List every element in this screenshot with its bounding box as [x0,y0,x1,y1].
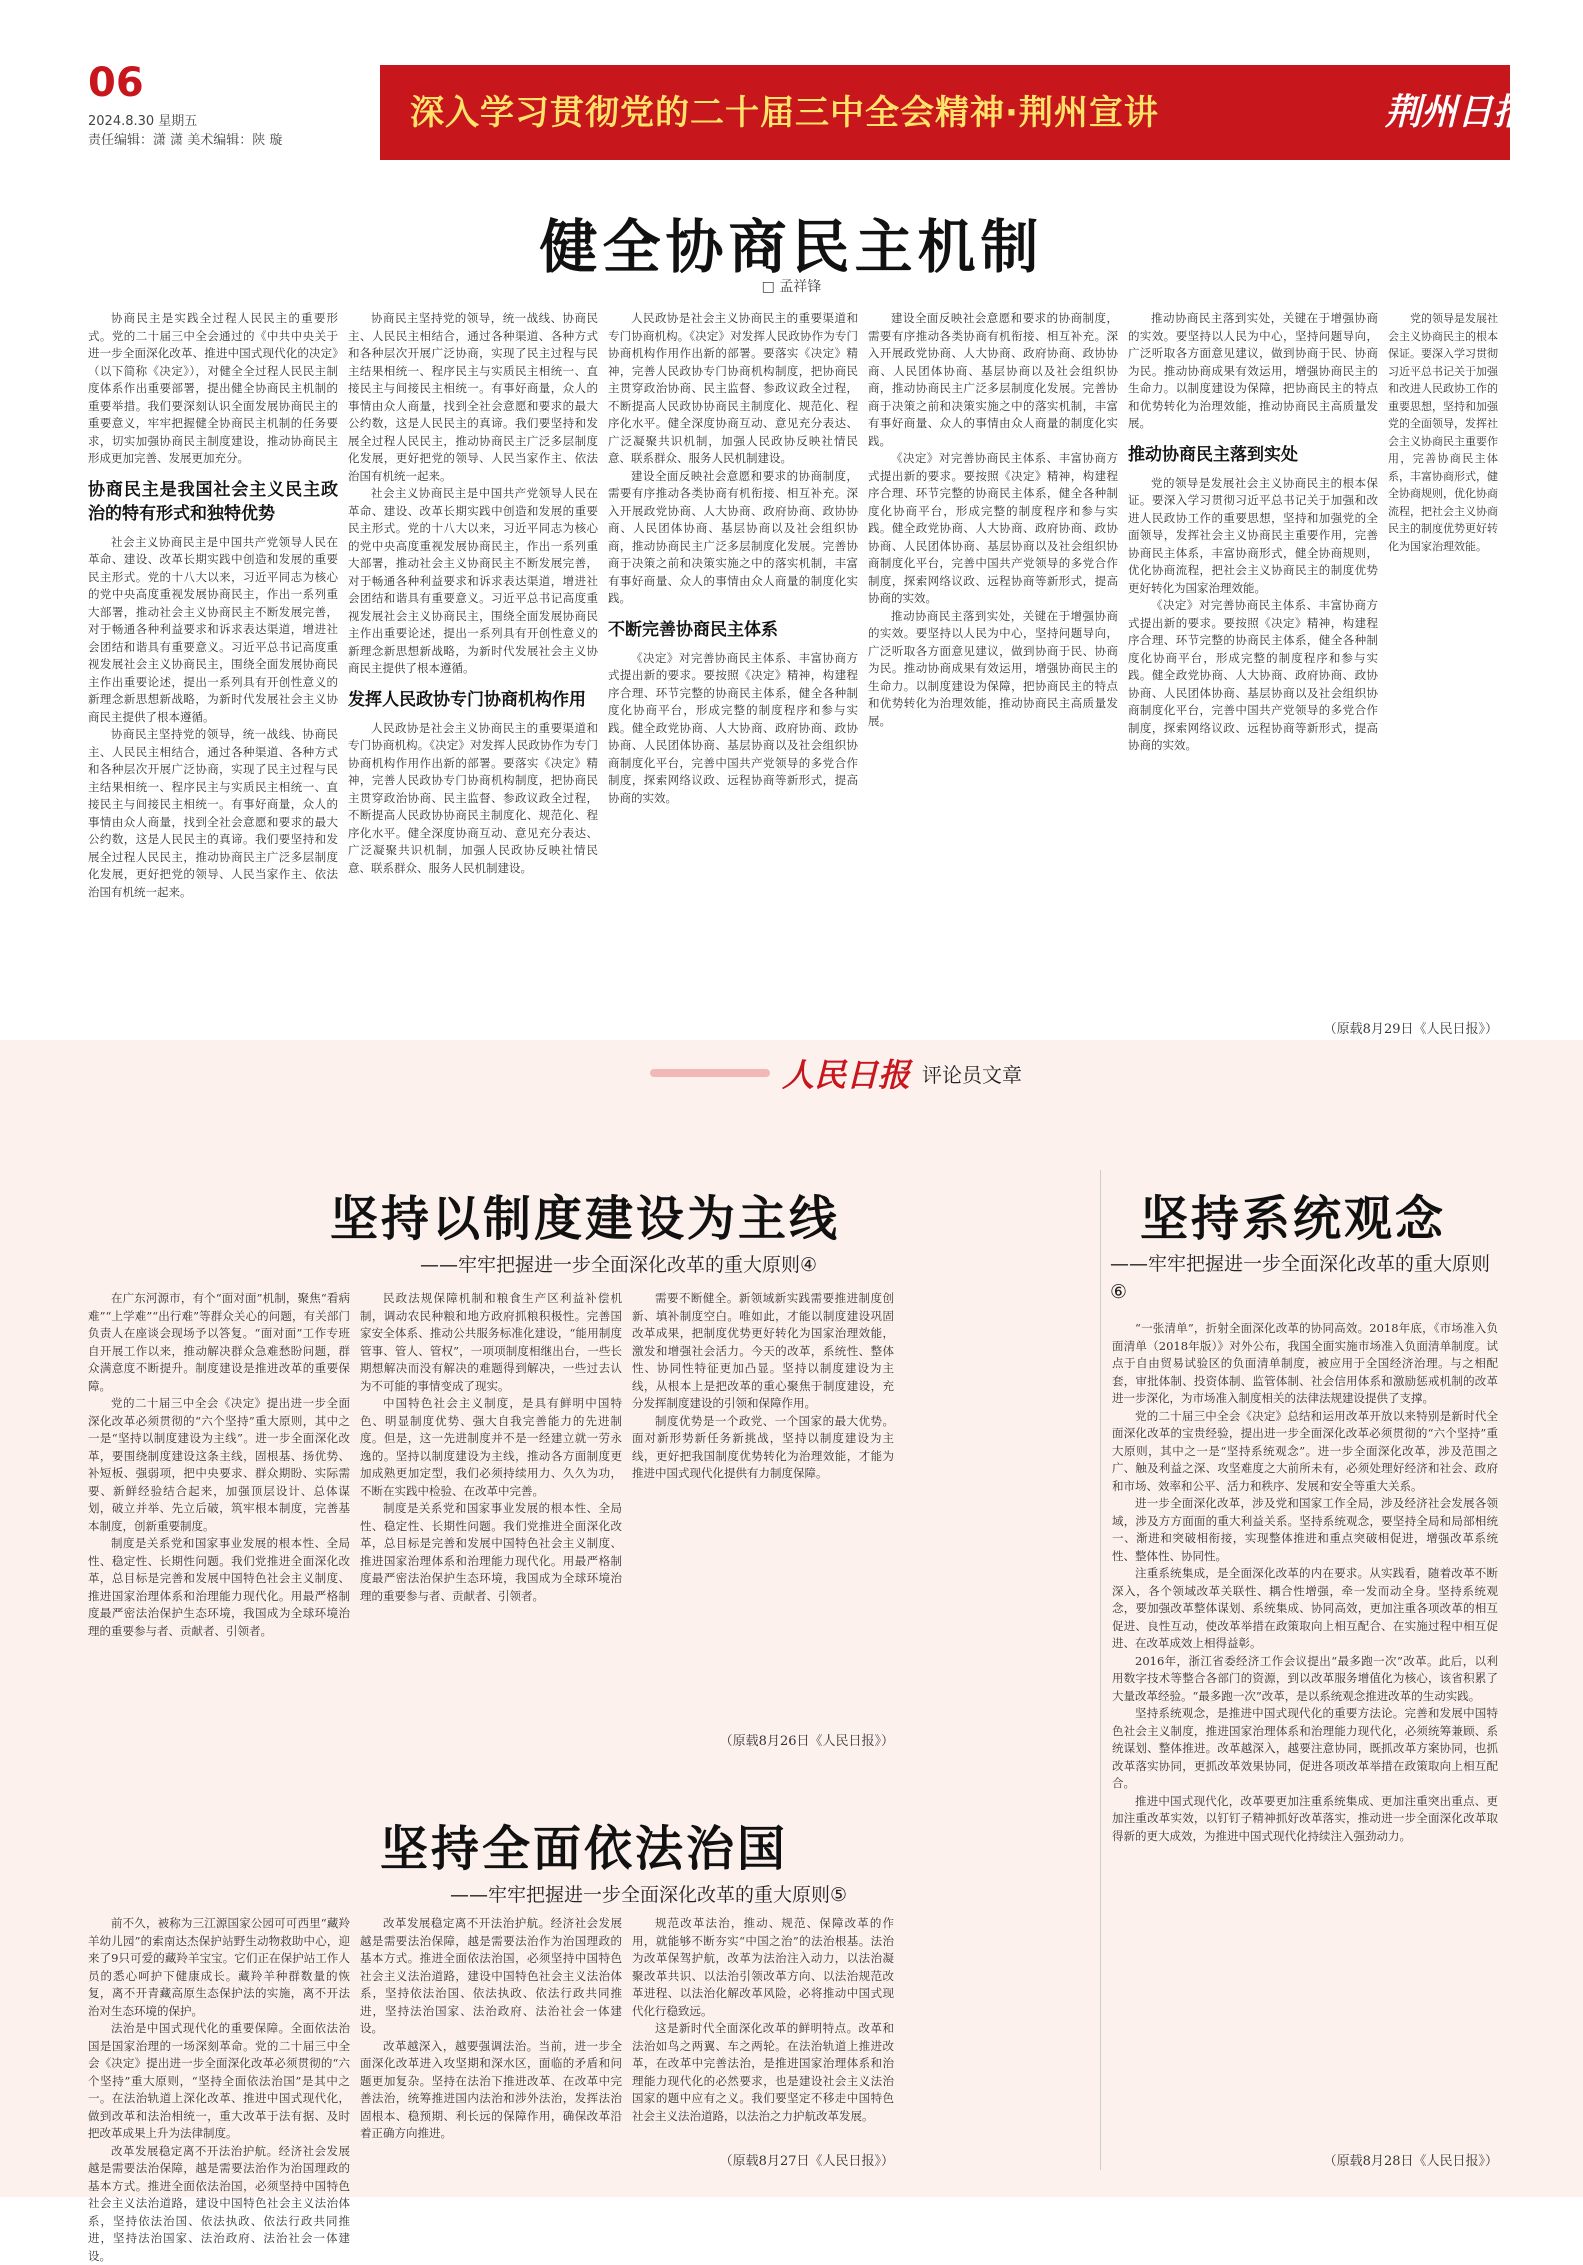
paragraph: 推动协商民主落到实处，关键在于增强协商的实效。要坚持以人民为中心，坚持问题导向，广泛听取各方面意见建议，做到协商于民、协商为民。推动协商成果有效运用，增强协商民主的生命力。以制度建设为保障，把协商民主的特点和优势转化为治理效能，推动协商民主高质量发展。 [868,608,1118,731]
paragraph: 改革发展稳定离不开法治护航。经济社会发展越是需要法治保障，越是需要法治作为治国理政的基本方式。推进全面依法治国，必须坚持中国特色社会主义法治道路，建设中国特色社会主义法治体系，坚持依法治国、依法执政、依法行政共同推进，坚持法治国家、法治政府、法治社会一体建设。 [360,1915,622,2038]
paragraph: 协商民主是实践全过程人民民主的重要形式。党的二十届三中全会通过的《中共中央关于进一步全面深化改革、推进中国式现代化的决定》（以下简称《决定》），对健全全过程人民民主制度体系作出重要部署，提出健全协商民主机制的重要举措。我们要深刻认识全面发展协商民主的重要意义，牢牢把握健全协商民主机制的任务要求，切实加强协商民主制度建设，推动协商民主形成更加完善、发展更加充分。 [88,310,338,468]
paragraph: 《决定》对完善协商民主体系、丰富协商方式提出新的要求。要按照《决定》精神，构建程序合理、环节完整的协商民主体系，健全各种制度化协商平台，形成完整的制度程序和参与实践。健全政党协商、人大协商、政府协商、政协协商、人民团体协商、基层协商以及社会组织协商制度化平台，完善中国共产党领导的多党合作制度，探索网络议政、远程协商等新形式，提高协商的实效。 [868,450,1118,608]
article1-col6 [1388,310,1498,1035]
article4-body [1112,1320,1498,2150]
paragraph: 中国特色社会主义制度，是具有鲜明中国特色、明显制度优势、强大自我完善能力的先进制度。但是，这一先进制度并不是一经建立就一劳永逸的。坚持以制度建设为主线，推动各方面制度更加成熟更加定型，我们必须持续用力、久久为功，不断在实践中检验、在改革中完善。 [360,1395,622,1500]
paragraph: 制度优势是一个政党、一个国家的最大优势。面对新形势新任务新挑战，坚持以制度建设为主线，更好把我国制度优势转化为治理效能，才能为推进中国式现代化提供有力制度保障。 [632,1413,894,1483]
article3-subtitle: ——牢牢把握进一步全面深化改革的重大原则⑤ [450,1880,847,1907]
article1-col5 [1128,310,1378,1035]
paragraph: 建设全面反映社会意愿和要求的协商制度，需要有序推动各类协商有机衔接、相互补充。深入开展政党协商、人大协商、政府协商、政协协商、人民团体协商、基层协商以及社会组织协商，推动协商民主广泛多层制度化发展。完善协商于决策之前和决策实施之中的落实机制，丰富有事好商量、众人的事情由众人商量的制度化实践。 [608,468,858,608]
paragraph: 推进中国式现代化，改革要更加注重系统集成、更加注重突出重点、更加注重改革实效，以钉钉子精神抓好改革落实，推动进一步全面深化改革取得新的更大成效，为推进中国式现代化持续注入强劲动力。 [1112,1793,1498,1846]
paragraph: 规范改革法治，推动、规范、保障改革的作用，就能够不断夯实“中国之治”的法治根基。法治为改革保驾护航，改革为法治注入动力，以法治凝聚改革共识、以法治引领改革方向、以法治规范改革进程、以法治化解改革风险，必将推动中国式现代化行稳致远。 [632,1915,894,2020]
article3-col2 [360,1915,622,2170]
paragraph: 协商民主坚持党的领导，统一战线、协商民主、人民民主相结合，通过各种渠道、各种方式和各种层次开展广泛协商，实现了民主过程与民主结果相统一、程序民主与实质民主相统一、直接民主与间接民主相统一。有事好商量，众人的事情由众人商量，找到全社会意愿和要求的最大公约数，这是人民民主的真谛。我们要坚持和发展全过程人民民主，推动协商民主广泛多层制度化发展，更好把党的领导、人民当家作主、依法治国有机统一起来。 [88,726,338,901]
article1-subhead1: 协商民主是我国社会主义民主政治的特有形式和独特优势 [88,478,338,526]
article1-title: 健全协商民主机制 [0,200,1583,284]
article2-col3 [632,1290,894,1725]
article1-col1 [88,310,338,1035]
paragraph: 推动协商民主落到实处，关键在于增强协商的实效。要坚持以人民为中心，坚持问题导向，广泛听取各方面意见建议，做到协商于民、协商为民。推动协商成果有效运用，增强协商民主的生命力。以制度建设为保障，把协商民主的特点和优势转化为治理效能，推动协商民主高质量发展。 [1128,310,1378,433]
paragraph: 《决定》对完善协商民主体系、丰富协商方式提出新的要求。要按照《决定》精神，构建程序合理、环节完整的协商民主体系，健全各种制度化协商平台，形成完整的制度程序和参与实践。健全政党协商、人大协商、政府协商、政协协商、人民团体协商、基层协商以及社会组织协商制度化平台，完善中国共产党领导的多党合作制度，探索网络议政、远程协商等新形式，提高协商的实效。 [608,650,858,808]
paragraph: 社会主义协商民主是中国共产党领导人民在革命、建设、改革长期实践中创造和发展的重要民主形式。党的十八大以来，习近平同志为核心的党中央高度重视发展协商民主，作出一系列重大部署，推动社会主义协商民主不断发展完善，对于畅通各种利益要求和诉求表达渠道，增进社会团结和谐具有重要意义。习近平总书记高度重视发展社会主义协商民主，围绕全面发展协商民主作出重要论述，提出一系列具有开创性意义的新理念新思想新战略，为新时代发展社会主义协商民主提供了根本遵循。 [348,485,598,678]
article3-col3 [632,1915,894,2150]
paragraph: 制度是关系党和国家事业发展的根本性、全局性、稳定性、长期性问题。我们党推进全面深化改革，总目标是完善和发展中国特色社会主义制度、推进国家治理体系和治理能力现代化。用最严格制度最严密法治保护生态环境，我国成为全球环境治理的重要参与者、贡献者、引领者。 [88,1535,350,1640]
article2-col1 [88,1290,350,1750]
page-header [0,0,1583,160]
paragraph: 社会主义协商民主是中国共产党领导人民在革命、建设、改革长期实践中创造和发展的重要民主形式。党的十八大以来，习近平同志为核心的党中央高度重视发展协商民主，作出一系列重大部署，推动社会主义协商民主不断发展完善，对于畅通各种利益要求和诉求表达渠道，增进社会团结和谐具有重要意义。习近平总书记高度重视发展社会主义协商民主，围绕全面发展协商民主作出重要论述，提出一系列具有开创性意义的新理念新思想新战略，为新时代发展社会主义协商民主提供了根本遵循。 [88,534,338,727]
page-number: 06 [88,60,144,106]
article4-subtitle: ——牢牢把握进一步全面深化改革的重大原则⑥ [1110,1250,1500,1306]
article4-source: （原载8月28日《人民日报》） [1250,2150,1498,2169]
paragraph: 这是新时代全面深化改革的鲜明特点。改革和法治如鸟之两翼、车之两轮。在法治轨道上推进改革，在改革中完善法治，是推进国家治理体系和治理能力现代化的必然要求，也是建设社会主义法治国家的题中应有之义。我们要坚定不移走中国特色社会主义法治道路，以法治之力护航改革发展。 [632,2020,894,2125]
brush-decoration [650,1069,770,1077]
paragraph: 在广东河源市，有个“面对面”机制，聚焦“看病难”“上学难”“出行难”等群众关心的问题，有关部门负责人在座谈会现场予以答复。“面对面”工作专班自开展工作以来，推动解决群众急难愁盼问题，群众满意度不断提升。制度建设是推进改革的重要保障。 [88,1290,350,1395]
article3-col1 [88,1915,350,2170]
paragraph: 前不久，被称为三江源国家公园可可西里“藏羚羊幼儿园”的索南达杰保护站野生动物救助中心，迎来了9只可爱的藏羚羊宝宝。它们正在保护站工作人员的悉心呵护下健康成长。藏羚羊种群数量的恢复，离不开青藏高原生态保护法的实施，离不开法治对生态环境的保护。 [88,1915,350,2020]
article1-byline: □ 孟祥锋 [0,276,1583,296]
paragraph: 党的二十届三中全会《决定》总结和运用改革开放以来特别是新时代全面深化改革的宝贵经验，提出进一步全面深化改革必须贯彻的“六个坚持”重大原则，其中之一是“坚持系统观念”。进一步全面深化改革，涉及范围之广、触及利益之深、攻坚难度之大前所未有，必须处理好经济和社会、政府和市场、效率和公平、活力和秩序、发展和安全等重大关系。 [1112,1408,1498,1496]
article1-col4 [868,310,1118,1035]
paragraph: 党的领导是发展社会主义协商民主的根本保证。要深入学习贯彻习近平总书记关于加强和改进人民政协工作的重要思想，坚持和加强党的全面领导，发挥社会主义协商民主重要作用，完善协商民主体系，丰富协商形式，健全协商规则，优化协商流程，把社会主义协商民主的制度优势更好转化为国家治理效能。 [1388,310,1498,555]
paragraph: 改革发展稳定离不开法治护航。经济社会发展越是需要法治保障，越是需要法治作为治国理政的基本方式。推进全面依法治国，必须坚持中国特色社会主义法治道路，建设中国特色社会主义法治体系，坚持依法治国、依法执政、依法行政共同推进，坚持法治国家、法治政府、法治社会一体建设。 [88,2143,350,2265]
paragraph: “一张清单”，折射全面深化改革的协同高效。2018年底，《市场准入负面清单（2018年版）》对外公布，我国全面实施市场准入负面清单制度。试点于自由贸易试验区的负面清单制度，被应用于全国经济治理。与之相配套，审批体制、投资体制、监管体制、社会信用体系和激励惩戒机制的改革进一步深化，为市场准入制度相关的法律法规建设提供了支撑。 [1112,1320,1498,1408]
paragraph: 注重系统集成，是全面深化改革的内在要求。从实践看，随着改革不断深入，各个领域改革关联性、耦合性增强，牵一发而动全身。坚持系统观念，要加强改革整体谋划、系统集成、协同高效，更加注重各项改革的相互促进、良性互动，使改革举措在政策取向上相互配合、在实施过程中相互促进、在改革成效上相得益彰。 [1112,1565,1498,1653]
paragraph: 民政法规保障机制和粮食生产区利益补偿机制，调动农民种粮和地方政府抓粮积极性。完善国家安全体系、推动公共服务标准化建设，“能用制度管事、管人、管权”，一项项制度相继出台，一些长期想解决而没有解决的难题得到解决，一些过去认为不可能的事情变成了现实。 [360,1290,622,1395]
paragraph: 需要不断健全。新领域新实践需要推进制度创新、填补制度空白。唯如此，才能以制度建设巩固改革成果，把制度优势更好转化为国家治理效能，激发和增强社会活力。今天的改革，系统性、整体性、协同性特征更加凸显。坚持以制度建设为主线，从根本上是把改革的重心聚焦于制度建设，充分发挥制度建设的引领和保障作用。 [632,1290,894,1413]
paragraph: 2016年，浙江省委经济工作会议提出“最多跑一次”改革。此后，以利用数字技术等整合各部门的资源，到以改革服务增值化为核心，该省积累了大量改革经验。“最多跑一次”改革，是以系统观念推进改革的生动实践。 [1112,1653,1498,1706]
paragraph: 进一步全面深化改革，涉及党和国家工作全局，涉及经济社会发展各领域，涉及方方面面的重大利益关系。坚持系统观念，要坚持全局和局部相统一、渐进和突破相衔接，实现整体推进和重点突破相促进，增强改革系统性、整体性、协同性。 [1112,1495,1498,1565]
section-header [650,1050,1022,1096]
paragraph: 改革越深入，越要强调法治。当前，进一步全面深化改革进入攻坚期和深水区，面临的矛盾和问题更加复杂。坚持在法治下推进改革、在改革中完善法治，统筹推进国内法治和涉外法治，发挥法治固根本、稳预期、利长远的保障作用，确保改革沿着正确方向推进。 [360,2038,622,2143]
paragraph: 法治是中国式现代化的重要保障。全面依法治国是国家治理的一场深刻革命。党的二十届三中全会《决定》提出进一步全面深化改革必须贯彻的“六个坚持”重大原则，“坚持全面依法治国”是其中之一。在法治轨道上深化改革、推进中国式现代化，做到改革和法治相统一，重大改革于法有据、及时把改革成果上升为法律制度。 [88,2020,350,2143]
article2-subtitle: ——牢牢把握进一步全面深化改革的重大原则④ [420,1250,817,1277]
issue-date: 2024.8.30 星期五 [88,112,282,131]
article1-col3 [608,310,858,1035]
editor-credits: 责任编辑：潇 潇 美术编辑：陕 璇 [88,131,282,150]
paragraph: 坚持系统观念，是推进中国式现代化的重要方法论。完善和发展中国特色社会主义制度，推进国家治理体系和治理能力现代化，必须统筹兼顾、系统谋划、整体推进。改革越深入，越要注意协同，既抓改革方案协同，也抓改革落实协同，更抓改革效果协同，促进各项改革举措在政策取向上相互配合。 [1112,1705,1498,1793]
article3-source: （原载8月27日《人民日报》） [660,2150,894,2169]
paragraph: 人民政协是社会主义协商民主的重要渠道和专门协商机构。《决定》对发挥人民政协作为专门协商机构作用作出新的部署。要落实《决定》精神，完善人民政协专门协商机构制度，把协商民主贯穿政治协商、民主监督、参政议政全过程，不断提高人民政协协商民主制度化、规范化、程序化水平。健全深度协商互动、意见充分表达、广泛凝聚共识机制，加强人民政协反映社情民意、联系群众、服务人民机制建设。 [608,310,858,468]
article2-col2 [360,1290,622,1750]
banner-title: 深入学习贯彻党的二十届三中全会精神·荆州宣讲 [410,85,1159,134]
article3-title: 坚持全面依法治国 [380,1810,788,1879]
article2-title: 坚持以制度建设为主线 [330,1180,840,1249]
paragraph: 《决定》对完善协商民主体系、丰富协商方式提出新的要求。要按照《决定》精神，构建程序合理、环节完整的协商民主体系，健全各种制度化协商平台，形成完整的制度程序和参与实践。健全政党协商、人大协商、政府协商、政协协商、人民团体协商、基层协商以及社会组织协商制度化平台，完善中国共产党领导的多党合作制度，探索网络议政、远程协商等新形式，提高协商的实效。 [1128,597,1378,755]
article1-subhead4: 推动协商民主落到实处 [1128,443,1378,467]
article1-subhead3: 不断完善协商民主体系 [608,618,858,642]
section-label: 评论员文章 [922,1059,1022,1088]
article1-source: （原载8月29日《人民日报》） [1250,1018,1498,1037]
article1-col2 [348,310,598,1035]
newspaper-logo: 荆州日报 [1385,84,1529,135]
article2-source: （原载8月26日《人民日报》） [660,1730,894,1749]
paragraph: 人民政协是社会主义协商民主的重要渠道和专门协商机构。《决定》对发挥人民政协作为专门协商机构作用作出新的部署。要落实《决定》精神，完善人民政协专门协商机构制度，把协商民主贯穿政治协商、民主监督、参政议政全过程，不断提高人民政协协商民主制度化、规范化、程序化水平。健全深度协商互动、意见充分表达、广泛凝聚共识机制，加强人民政协反映社情民意、联系群众、服务人民机制建设。 [348,720,598,878]
column-divider [1100,1170,1101,2170]
article4-title: 坚持系统观念 [1140,1180,1446,1249]
paragraph: 协商民主坚持党的领导，统一战线、协商民主、人民民主相结合，通过各种渠道、各种方式和各种层次开展广泛协商，实现了民主过程与民主结果相统一、程序民主与实质民主相统一、直接民主与间接民主相统一。有事好商量，众人的事情由众人商量，找到全社会意愿和要求的最大公约数，这是人民民主的真谛。我们要坚持和发展全过程人民民主，推动协商民主广泛多层制度化发展，更好把党的领导、人民当家作主、依法治国有机统一起来。 [348,310,598,485]
peoples-daily-logo: 人民日报 [782,1050,910,1096]
article1-subhead2: 发挥人民政协专门协商机构作用 [348,688,598,712]
paragraph: 制度是关系党和国家事业发展的根本性、全局性、稳定性、长期性问题。我们党推进全面深化改革，总目标是完善和发展中国特色社会主义制度、推进国家治理体系和治理能力现代化。用最严格制度最严密法治保护生态环境，我国成为全球环境治理的重要参与者、贡献者、引领者。 [360,1500,622,1605]
paragraph: 建设全面反映社会意愿和要求的协商制度，需要有序推动各类协商有机衔接、相互补充。深入开展政党协商、人大协商、政府协商、政协协商、人民团体协商、基层协商以及社会组织协商，推动协商民主广泛多层制度化发展。完善协商于决策之前和决策实施之中的落实机制，丰富有事好商量、众人的事情由众人商量的制度化实践。 [868,310,1118,450]
paragraph: 党的领导是发展社会主义协商民主的根本保证。要深入学习贯彻习近平总书记关于加强和改进人民政协工作的重要思想，坚持和加强党的全面领导，发挥社会主义协商民主重要作用，完善协商民主体系，丰富协商形式，健全协商规则，优化协商流程，把社会主义协商民主的制度优势更好转化为国家治理效能。 [1128,475,1378,598]
paragraph: 党的二十届三中全会《决定》提出进一步全面深化改革必须贯彻的“六个坚持”重大原则，其中之一是“坚持以制度建设为主线”。进一步全面深化改革，要围绕制度建设这条主线，固根基、扬优势、补短板、强弱项，把中央要求、群众期盼、实际需要、新鲜经验结合起来，加强顶层设计、总体谋划，破立并举、先立后破，筑牢根本制度，完善基本制度，创新重要制度。 [88,1395,350,1535]
header-info [88,112,282,150]
